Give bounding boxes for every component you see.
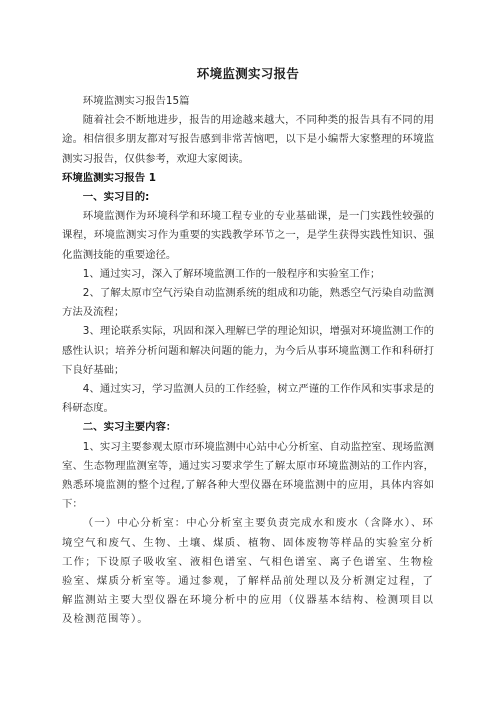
content-sub-item-1: （一）中心分析室：中心分析室主要负责完成水和废水（含降水）、环境空气和废气、生物、土壤、煤质、植物、固体废物等样品的实验室分析工作；下设原子吸收室、液相色谱室、气相色谱室、离子色谱室、生物检验室、煤质分析室等。通过参观，了解样品前处理以及分析测定过程，了解监测站主要大型仪器在环境分析中的应用（仪器基本结构、检测项目以及检测范围等）。 (62, 517, 434, 626)
document-body (62, 92, 434, 630)
purpose-paragraph: 环境监测作为环境科学和环境工程专业的专业基础课，是一门实践性较强的课程，环境监测实习作为重要的实践教学环节之一，是学生获得实践性知识、强化监测技能的重要途径。 (62, 210, 434, 261)
purpose-item-4: 4、通过实习，学习监测人员的工作经验，树立严谨的工作作风和实事求是的科研态度。 (62, 383, 434, 415)
section-heading-content: 二、实习主要内容： (82, 421, 177, 434)
subtitle-paragraph: 环境监测实习报告15篇 (82, 95, 190, 107)
intro-paragraph: 随着社会不断地进步，报告的用途越来越大，不同种类的报告具有不同的用途。相信很多朋友都对写报告感到非常苦恼吧，以下是小编帮大家整理的环境监测实习报告，仅供参考，欢迎大家阅读。 (62, 114, 434, 165)
section-heading-purpose: 一、实习目的: (82, 191, 150, 204)
purpose-item-1: 1、通过实习，深入了解环境监测工作的一般程序和实验室工作； (82, 267, 381, 280)
purpose-item-2: 2、了解太原市空气污染自动监测系统的组成和功能，熟悉空气污染自动监测方法及流程； (62, 287, 434, 319)
purpose-item-3: 3、理论联系实际，巩固和深入理解已学的理论知识，增强对环境监测工作的感性认识；培养分析问题和解决问题的能力，为今后从事环境监测工作和科研打下良好基础； (62, 325, 434, 376)
document-title: 环境监测实习报告 (196, 66, 300, 81)
content-item-1: 1、实习主要参观太原市环境监测中心站中心分析室、自动监控室、现场监测室、生态物理监测室等，通过实习要求学生了解太原市环境监测站的工作内容，熟悉环境监测的整个过程,了解各种大型仪器在环境监测中的应用，具体内容如下： (62, 440, 434, 511)
report-heading: 环境监测实习报告 1 (62, 171, 156, 184)
